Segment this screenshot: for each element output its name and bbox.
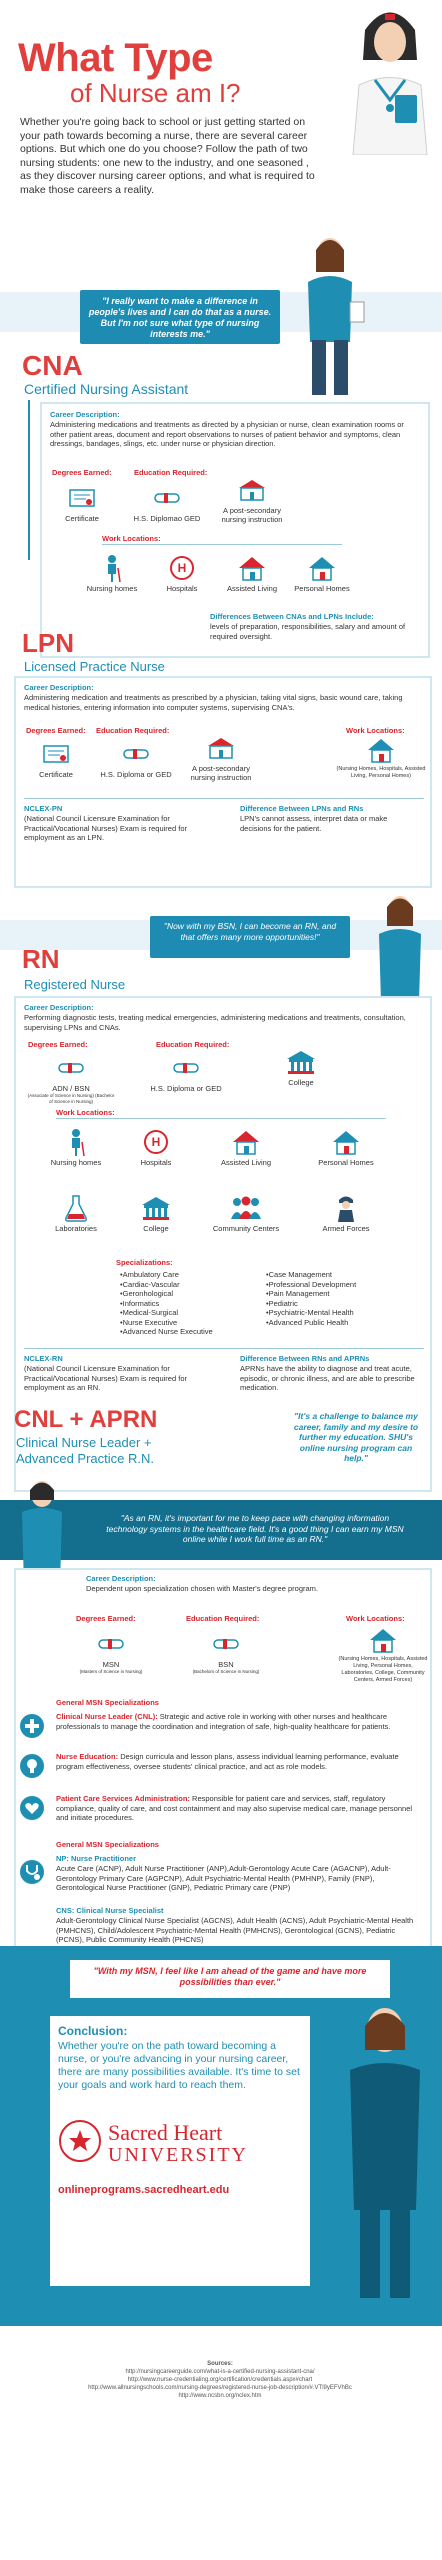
cna-subtitle: Certified Nursing Assistant [24, 381, 189, 397]
aprn-degrees-label: Degrees Earned: [76, 1614, 136, 1623]
spec-item: •Informatics [120, 1298, 160, 1308]
page-title: What Type [18, 36, 213, 80]
aprn-gen-label: General MSN Specializations [56, 1698, 159, 1707]
cnl-quote-text: "It's a challenge to balance my career, family and my desire to further my education. SHU's online nursing program can help." [293, 1411, 419, 1463]
person-cane-icon [59, 1128, 93, 1156]
divider [24, 798, 424, 799]
rn-degree-adn-bsn [26, 1054, 116, 1104]
aprn-career-label: Career Description: [86, 1574, 156, 1583]
cna-work-label: Work Locations: [102, 534, 161, 543]
aprn-gen-item-text: Design curricula and lesson plans, assess individual learning performance, evaluate program effectiveness, oversee students' clinical practice, and act as role models. [56, 1752, 399, 1771]
rn-work-label-2: Hospitals [140, 1158, 172, 1167]
house-heart-icon [229, 1128, 263, 1156]
aprn-edu-sub: (Bachelors of Science in Nursing) [192, 1669, 260, 1674]
path-line [28, 400, 30, 560]
student-illustration [290, 232, 370, 402]
spec-item: •Case Management [266, 1270, 332, 1279]
college-building-icon [139, 1194, 173, 1222]
cna-work-assisted-living [217, 554, 287, 593]
quote1-box [80, 290, 280, 344]
lightbulb-circle-icon [20, 1754, 44, 1778]
lpn-career-label: Career Description: [24, 683, 94, 692]
stethoscope-circle-icon [20, 1860, 44, 1884]
spec-item: •Geronhological [120, 1289, 174, 1298]
lpn-panel [14, 676, 432, 888]
diploma-icon [119, 740, 153, 768]
university-name-1: Sacred Heart [108, 2120, 223, 2145]
hospital-icon [139, 1128, 173, 1156]
aprn-gen2-label: General MSN Specializations [56, 1840, 159, 1849]
rn-degree-sub: (Associate of Science in Nursing) (Bachelor of Science in Nursing) [27, 1093, 115, 1104]
house-heart-icon [235, 554, 269, 582]
lpn-work-text: (Nursing Homes, Hospitals, Assisted Living, Personal Homes) [336, 766, 426, 779]
cnl-subtitle-2: Advanced Practice R.N. [16, 1451, 155, 1466]
diploma-icon [150, 484, 184, 512]
nurse-illustration [345, 0, 435, 155]
rn-education-label: Education Required: [156, 1040, 230, 1049]
rn-diff-text: APRNs have the ability to diagnose and treat acute, episodic, or chronic illness, and are able to prescribe medication. [240, 1364, 415, 1392]
diploma-icon [169, 1054, 203, 1082]
rn-spec-label: Specializations: [116, 1258, 173, 1267]
college-building-icon [284, 1048, 318, 1076]
soldier-icon [329, 1194, 363, 1222]
cna-edu-label-2: A post-secondary nursing instruction [221, 506, 283, 524]
lpn-degree-label: Certificate [39, 770, 73, 779]
lpn-career-text: Administering medication and treatments as prescribed by a physician, taking vital signs, basic wound care, taking medical histories, entering information into computer systems, supervising CNA's. [24, 693, 403, 712]
quote1-text: "I really want to make a difference in people's lives and I can do that as a nurse. But I'm not sure what type of nursing interests me." [88, 296, 272, 339]
cna-edu-label-1: H.S. Diplomao GED [133, 514, 201, 523]
rn-work-personal-homes [306, 1128, 386, 1167]
lpn-degree-certificate [26, 740, 86, 779]
aprn-degree-msn [66, 1630, 156, 1674]
graduate-nurse-illustration [330, 1990, 440, 2310]
rn-work-label-6: College [143, 1224, 169, 1233]
cna-work-personal-homes [287, 554, 357, 593]
rn-work-assisted-living [206, 1128, 286, 1167]
quote3-box [90, 1508, 420, 1558]
page-subtitle: of Nurse am I? [70, 78, 241, 108]
lpn-edu-instruction [181, 734, 261, 782]
house-icon [366, 1626, 400, 1654]
certificate-icon [39, 740, 73, 768]
aprn-gen-item-title: Patient Care Services Administration: [56, 1794, 190, 1803]
rn-work-college [121, 1194, 191, 1233]
spec-item: •Pain Management [266, 1289, 330, 1298]
school-building-icon [235, 476, 269, 504]
source-link[interactable]: http://www.allnursingschools.com/nursing-degrees/registered-nurse-job-description/#.VTl9yEFVhBc [88, 2385, 352, 2391]
cna-work-label-1: Nursing homes [86, 584, 138, 593]
divider [24, 1348, 424, 1349]
lpn-work-label: Work Locations: [346, 726, 405, 735]
house-icon [329, 1128, 363, 1156]
divider [102, 544, 342, 545]
rn-spec-right-list [266, 1270, 416, 1327]
aprn-gen-item-title: Clinical Nurse Leader (CNL): [56, 1712, 158, 1721]
diploma-icon [54, 1054, 88, 1082]
cna-work-label-4: Personal Homes [294, 584, 350, 593]
lpn-work-locations [336, 736, 426, 780]
rn-work-label-1: Nursing homes [50, 1158, 102, 1167]
rn-degrees-label: Degrees Earned: [28, 1040, 88, 1049]
aprn-cns-label: CNS: Clinical Nurse Specialist [56, 1906, 164, 1915]
rn-edu-label-2: College [288, 1078, 314, 1087]
diploma-icon [209, 1630, 243, 1658]
diploma-icon [94, 1630, 128, 1658]
spec-item: •Medical-Surgical [120, 1308, 179, 1317]
rn-edu-college [271, 1048, 331, 1087]
aprn-cns-text: Adult-Gerontology Clinical Nurse Specialist (AGCNS), Adult Health (ACNS), Adult Psychiatric-Mental Health (PMHCNS), Child/Adolescent Psychiatric-Mental Health (PMHCNS), Gerontological (GCNS), Pediatric (PCNS), Public Community Health (PHCNS) [56, 1916, 414, 1944]
rn-spec-left-list [120, 1270, 260, 1337]
rn-work-nursing-homes [41, 1128, 111, 1167]
aprn-career-text: Dependent upon specialization chosen with Master's degree program. [86, 1584, 318, 1593]
spec-item: •Cardiac-Vascular [120, 1279, 180, 1289]
cnl-quote-box [286, 1406, 426, 1476]
conclusion-text: Whether you're on the path toward becoming a nurse, or you're advancing in your nursing career, there are many possibilities available. It's time to set your goals and work hard to reach them. [58, 2040, 300, 2091]
plus-circle-icon [20, 1714, 44, 1738]
quote2-text: "Now with my BSN, I can become an RN, and that offers many more opportunities!" [163, 921, 337, 942]
spec-item: •Psychiatric-Mental Health [266, 1308, 354, 1317]
rn-career-label: Career Description: [24, 1003, 94, 1012]
aprn-gen-item-3 [56, 1794, 416, 1823]
aprn-gen-item-text: Responsible for patient care and services, staff, regulatory compliance, quality of care, and cost containment and may also supervise medical care, manage personnel and initiate procedures. [56, 1794, 413, 1822]
svg-text:H: H [151, 1135, 161, 1149]
rn-panel [14, 996, 432, 1492]
aprn-education-label: Education Required: [186, 1614, 260, 1623]
rn-work-label: Work Locations: [56, 1108, 115, 1117]
aprn-gen-item-2 [56, 1752, 416, 1771]
rn-career-text: Performing diagnostic tests, treating medical emergencies, administering medications and treatments, consultation, supervising LPNs and CNAs. [24, 1013, 406, 1032]
aprn-np-text: Acute Care (ACNP), Adult Nurse Practitioner (ANP),Adult-Gerontology Acute Care (AGACNP), Adult-Gerontology Primary Care (AGPCNP), Adult Psychiatric-Mental Health (PMHNP), Family (FNP), Gerontological Nurse Practitioner (GNP), Pediatric Primary care (PNP) [56, 1864, 391, 1892]
rn-work-label-4: Personal Homes [318, 1158, 374, 1167]
spec-item: •Ambulatory Care [120, 1270, 179, 1279]
lpn-degrees-label: Degrees Earned: [26, 726, 86, 735]
lpn-diff-label: Difference Between LPNs and RNs [240, 804, 364, 813]
university-logo [58, 2116, 302, 2176]
person-cane-icon [95, 554, 129, 582]
conclusion-label: Conclusion: [58, 2024, 128, 2038]
spec-item: •Pediatric [266, 1298, 298, 1308]
house-icon [364, 736, 398, 764]
aprn-degree-sub: (Masters of Science in Nursing) [79, 1669, 143, 1674]
diff-cna-lpn-label: Differences Between CNAs and LPNs Include: [210, 612, 374, 621]
spec-item: •Advanced Public Health [266, 1317, 349, 1327]
rn-work-armed-forces [306, 1194, 386, 1233]
rn-nclex-text: (National Council Licensure Examination for Practical/Vocational Nurses) Exam is required for employment as an RN. [24, 1364, 187, 1392]
aprn-gen-item-title: Nurse Education: [56, 1752, 119, 1761]
aprn-np-label: NP: Nurse Practitioner [56, 1854, 137, 1863]
rn-degree-label: ADN / BSN [52, 1084, 90, 1093]
cna-panel [40, 402, 430, 658]
cna-degree-label: Certificate [65, 514, 99, 523]
aprn-gen-item-1 [56, 1712, 416, 1731]
cna-edu-instruction [212, 476, 292, 524]
school-building-icon [204, 734, 238, 762]
aprn-work-locations [338, 1626, 428, 1684]
spec-item: •Professional Development [266, 1279, 357, 1289]
rn-work-community-centers [201, 1194, 291, 1233]
people-group-icon [229, 1194, 263, 1222]
lpn-edu-diploma [96, 740, 176, 779]
divider [56, 1118, 386, 1119]
lpn-edu-label-2: A post-secondary nursing instruction [190, 764, 252, 782]
source-link[interactable]: http://www.nurse-credentialing.org/certification/credentials.aspx#chart [127, 2377, 313, 2383]
aprn-work-text: (Nursing Homes, Hospitals, Assisted Living, Personal Homes, Laboratories, College, Community Centers, Armed Forces) [338, 1656, 428, 1683]
rn-work-label-8: Armed Forces [322, 1224, 370, 1233]
rn-edu-diploma [146, 1054, 226, 1093]
quote3-text: "As an RN, it's important for me to keep pace with changing information technology systems in the healthcare field. It's a good thing I can earn my MSN online while I work full time as an RN." [106, 1513, 404, 1544]
cna-degree-certificate [52, 484, 112, 523]
university-name-2: UNIVERSITY [108, 2144, 248, 2166]
lpn-subtitle: Licensed Practice Nurse [24, 659, 165, 674]
lpn-diff-text: LPN's cannot assess, interpret data or make decisions for the patient. [240, 814, 388, 833]
aprn-work-label: Work Locations: [346, 1614, 405, 1623]
intro-text: Whether you're going back to school or just getting started on your path towards becoming a nurse, there are several career options. But which one do you choose? Follow the path of two nursing students: one new to the industry, and one seasoned , as they discover nursing career options, and what is required to make those careers a reality. [20, 116, 315, 196]
rn-subtitle: Registered Nurse [24, 977, 126, 992]
cna-work-hospitals [152, 554, 212, 593]
rn-title: RN [22, 944, 60, 974]
aprn-degree-label: MSN [102, 1660, 120, 1669]
rn-work-hospitals [121, 1128, 191, 1167]
source-link[interactable]: http://www.ncsbn.org/nclex.htm [178, 2393, 262, 2399]
cna-degrees-label: Degrees Earned: [52, 468, 112, 477]
lpn-nclex-label: NCLEX-PN [24, 804, 63, 813]
rn-diff-label: Difference Between RNs and APRNs [240, 1354, 370, 1363]
source-link[interactable]: http://nursingcareerguide.com/what-is-a-certified-nursing-assistant-cna/ [125, 2369, 315, 2375]
rn-work-laboratories [41, 1194, 111, 1233]
sources-block [20, 2360, 420, 2400]
quote4-text: "With my MSN, I feel like I am ahead of the game and have more possibilities than ever." [93, 1966, 367, 1987]
spec-item: •Nurse Executive [120, 1317, 178, 1327]
certificate-icon [65, 484, 99, 512]
aprn-gen-item-text: Strategic and active role in working with other nurses and healthcare professionals to manage the coordination and integration of safe, high-quality healthcare for patients. [56, 1712, 391, 1731]
student-rn-illustration [365, 892, 435, 1002]
conclusion-box [50, 2016, 310, 2286]
flask-icon [59, 1194, 93, 1222]
rn-nclex-label: NCLEX-RN [24, 1354, 63, 1363]
cna-work-label-2: Hospitals [166, 584, 198, 593]
spec-item: •Advanced Nurse Executive [120, 1327, 213, 1336]
rn-edu-label-1: H.S. Diploma or GED [150, 1084, 222, 1093]
university-url-link[interactable]: onlineprograms.sacredheart.edu [58, 2184, 230, 2196]
aprn-edu-label: BSN [218, 1660, 234, 1669]
lpn-education-label: Education Required: [96, 726, 170, 735]
lpn-nclex-text: (National Council Licensure Examination for Practical/Vocational Nurses) Exam is required for employment as an LPN. [24, 814, 187, 842]
cnl-title: CNL + APRN [14, 1406, 158, 1433]
cna-career-text: Administering medications and treatments as directed by a physician or nurse, clean examination rooms or other patient areas, document and report observations to nurses of patient behavior and symptoms, clean dressings, bandages, slings, etc. under nurse or physician direction. [50, 420, 404, 448]
cna-work-nursing-homes [82, 554, 142, 593]
svg-text:H: H [177, 561, 187, 575]
cna-title: CNA [22, 350, 83, 381]
diff-cna-lpn-text: levels of preparation, responsibilities, salary and amount of required oversight. [210, 622, 406, 641]
aprn-edu-bsn [181, 1630, 271, 1674]
cna-work-label-3: Assisted Living [226, 584, 278, 593]
lpn-title: LPN [22, 628, 74, 658]
house-icon [305, 554, 339, 582]
rn-work-label-7: Community Centers [212, 1224, 280, 1233]
lpn-edu-label-1: H.S. Diploma or GED [100, 770, 172, 779]
cna-education-label: Education Required: [134, 468, 208, 477]
cnl-subtitle-1: Clinical Nurse Leader + [16, 1435, 152, 1450]
heart-circle-icon [20, 1796, 44, 1820]
sources-label: Sources: [207, 2361, 233, 2367]
quote2-box [150, 916, 350, 958]
hospital-icon [165, 554, 199, 582]
cna-edu-diploma [132, 484, 202, 523]
rn-work-label-5: Laboratories [55, 1224, 97, 1233]
rn-work-label-3: Assisted Living [220, 1158, 272, 1167]
cna-career-label: Career Description: [50, 410, 120, 419]
